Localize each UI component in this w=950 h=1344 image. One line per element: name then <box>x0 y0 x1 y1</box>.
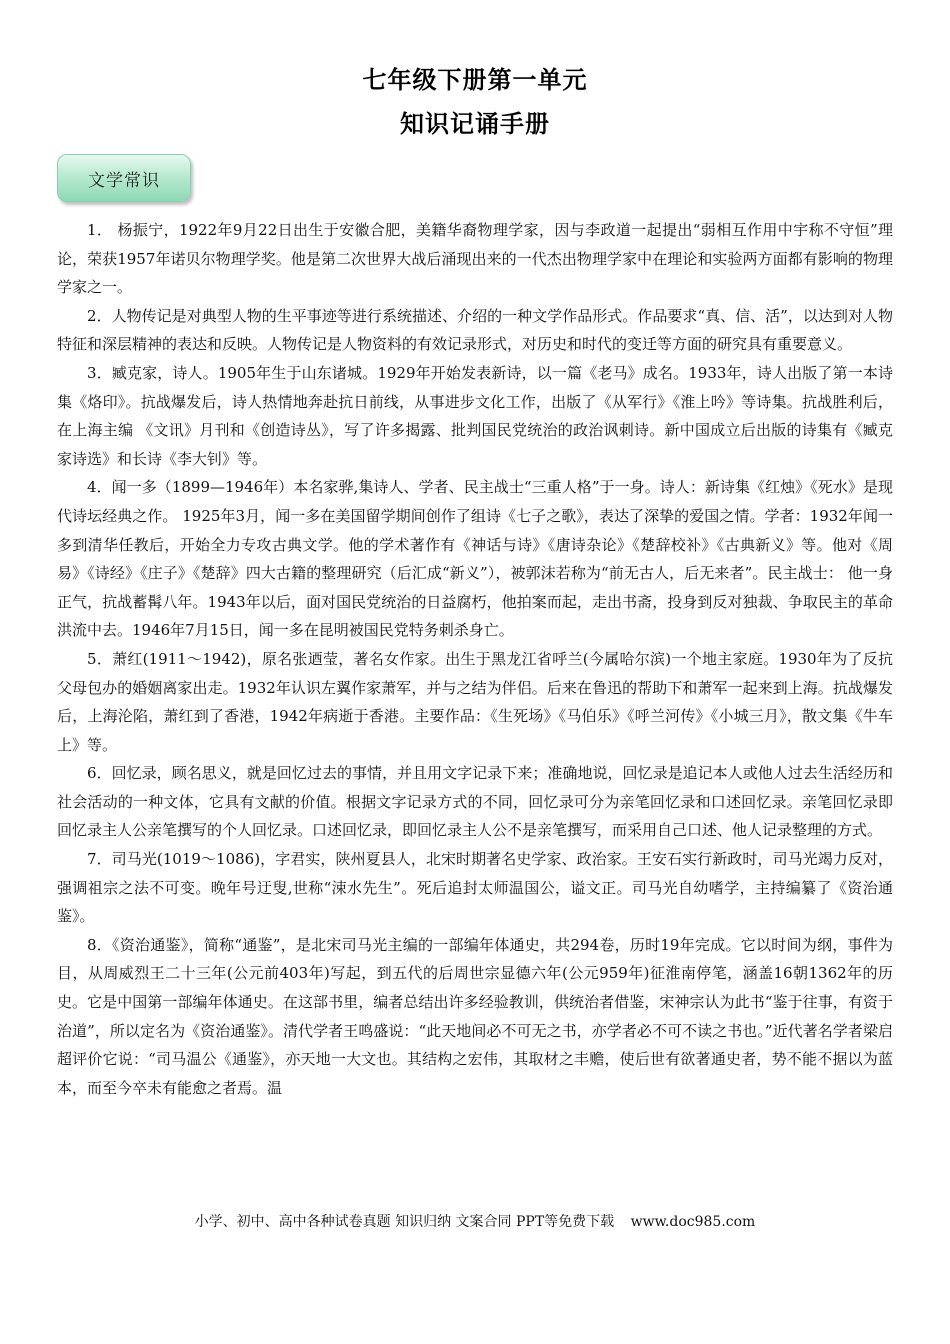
page-footer <box>0 1211 950 1231</box>
document-title: 七年级下册第一单元 <box>362 66 588 94</box>
paragraph-8: 8．《资治通鉴》，简称“通鉴”，是北宋司马光主编的一部编年体通史，共294卷，历时19年完成。它以时间为纲，事件为目，从周威烈王二十三年(公元前403年)写起，到五代的后周世宗显德六年(公元959年)征淮南停笔，涵盖16朝1362年的历史。它是中国第一部编年体通史。在这部书里，编者总结出许多经验教训，供统治者借鉴，宋神宗认为此书“鉴于往事，有资于治道”，所以定名为《资治通鉴》。清代学者王鸣盛说：“此天地间必不可无之书，亦学者必不可不读之书也。”近代著名学者梁启超评价它说：“司马温公《通鉴》，亦天地一大文也。其结构之宏伟，其取材之丰赡，使后世有欲著通史者，势不能不据以为蓝本，而至今卒未有能愈之者焉。温 <box>57 935 893 1097</box>
section-tab-label: 文学常识 <box>88 170 160 191</box>
section-tab-literature <box>57 154 191 202</box>
paragraph-5: 5．萧红(1911～1942)，原名张迺莹，著名女作家。出生于黑龙江省呼兰(今属哈尔滨)一个地主家庭。1930年为了反抗父母包办的婚姻离家出走。1932年认识左翼作家萧军，并与之结为伴侣。后来在鲁迅的帮助下和萧军一起来到上海。抗战爆发后，上海沦陷，萧红到了香港，1942年病逝于香港。主要作品：《生死场》《马伯乐》《呼兰河传》《小城三月》，散文集《牛车上》等。 <box>57 649 893 754</box>
paragraph-2: 2．人物传记是对典型人物的生平事迹等进行系统描述、介绍的一种文学作品形式。作品要求“真、信、活”，以达到对人物特征和深层精神的表达和反映。人物传记是人物资料的有效记录形式，对历史和时代的变迁等方面的研究具有重要意义。 <box>57 306 893 354</box>
paragraph-1: 1． 杨振宁，1922年9月22日出生于安徽合肥，美籍华裔物理学家，因与李政道一起提出“弱相互作用中宇称不守恒”理论，荣获1957年诺贝尔物理学奖。他是第二次世界大战后涌现出来的一代杰出物理学家中在理论和实验两方面都有影响的物理学家之一。 <box>57 221 893 297</box>
paragraph-3: 3．臧克家，诗人。1905年生于山东诸城。1929年开始发表新诗，以一篇《老马》成名。1933年，诗人出版了第一本诗集《烙印》。抗战爆发后，诗人热情地奔赴抗日前线，从事进步文化工作，出版了《从军行》《淮上吟》等诗集。抗战胜利后，在上海主编 《文讯》月刊和《创造诗丛》，写了许多揭露、批判国民党统治的政治讽刺诗。新中国成立后出版的诗集有《臧克家诗选》和长诗《李大钊》等。 <box>57 363 893 468</box>
footer-url[interactable]: www.doc985.com <box>630 1214 756 1230</box>
paragraph-4: 4．闻一多（1899—1946年）本名家骅,集诗人、学者、民主战士“三重人格”于一身。诗人：新诗集《红烛》《死水》是现代诗坛经典之作。 1925年3月，闻一多在美国留学期间创作了组诗《七子之歌》，表达了深挚的爱国之情。学者：1932年闻一多到清华任教后，开始全力专攻古典文学。他的学术著作有《神话与诗》《唐诗杂论》《楚辞校补》《古典新义》等。他对《周易》《诗经》《庄子》《楚辞》四大古籍的整理研究（后汇成“新义”），被郭沫若称为“前无古人，后无来者”。民主战士： 他一身正气，抗战蓄髯八年。1943年以后，面对国民党统治的日益腐朽，他拍案而起，走出书斋，投身到反对独裁、争取民主的革命洪流中去。1946年7月15日，闻一多在昆明被国民党特务刺杀身亡。 <box>57 478 893 640</box>
paragraph-6: 6．回忆录，顾名思义，就是回忆过去的事情，并且用文字记录下来；准确地说，回忆录是追记本人或他人过去生活经历和社会活动的一种文体，它具有文献的价值。根据文字记录方式的不同，回忆录可分为亲笔回忆录和口述回忆录。亲笔回忆录即回忆录主人公亲笔撰写的个人回忆录。口述回忆录，即回忆录主人公不是亲笔撰写，而采用自己口述、他人记录整理的方式。 <box>57 764 893 840</box>
footer-text: 小学、初中、高中各种试卷真题 知识归纳 文案合同 PPT等免费下载 <box>194 1214 615 1230</box>
document-subtitle: 知识记诵手册 <box>400 110 550 138</box>
paragraph-7: 7．司马光(1019～1086)，字君实，陕州夏县人，北宋时期著名史学家、政治家。王安石实行新政时，司马光竭力反对，强调祖宗之法不可变。晚年号迂叟,世称“涑水先生”。死后追封太师温国公，谥文正。司马光自幼嗜学，主持编纂了《资治通鉴》。 <box>57 850 893 926</box>
content-body <box>57 216 893 1131</box>
